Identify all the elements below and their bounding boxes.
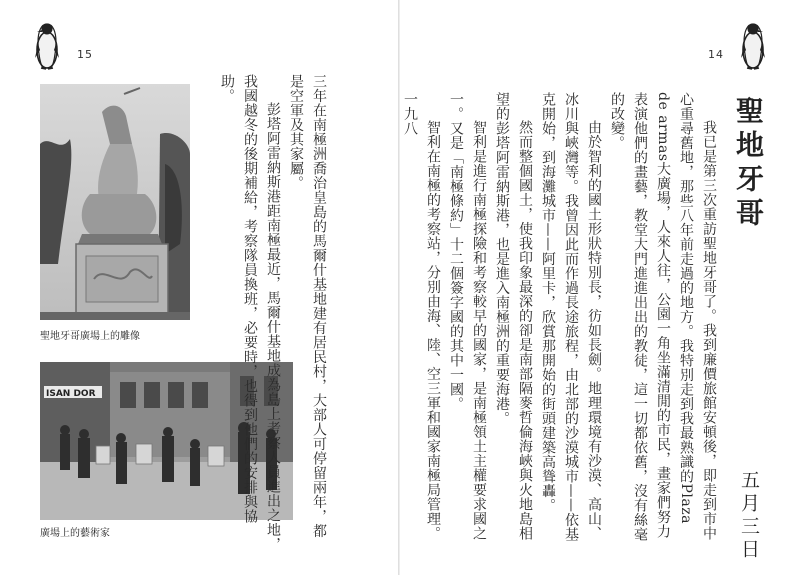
penguin-icon: [34, 20, 60, 70]
right-paragraph-5: 智利在南極的考察站，分別由海、陸、空三軍和國家南極局管理。一九八: [402, 92, 441, 541]
right-page: [400, 0, 800, 575]
page-number: 14: [708, 48, 724, 61]
left-paragraph-1: 三年在南極洲喬治皇島的馬爾什基地建有居民村，大部人可停留兩年，都是空軍及其家屬。: [288, 74, 327, 538]
right-paragraph-3: 然而整個國土，使我印象最深的卻是南部隔麥哲倫海峽與火地島相望的彭塔阿雷納斯港，也是進入南極洲的重要海港。: [494, 92, 533, 541]
plaza-photo-caption: 廣場上的藝術家: [40, 528, 110, 539]
right-body-text: [402, 92, 720, 547]
page-number: 15: [77, 48, 93, 61]
chapter-title: 聖地牙哥: [732, 96, 765, 232]
right-paragraph-1: 我已是第三次重訪聖地牙哥了。我到廉價旅館安頓後，即走到市中心重尋舊地，那些八年前走過的地方。我特別走到我最熟識的Plaza de armas大廣場，人來人往，公園一角坐滿清閒的市民，畫家們努力表演他們的畫藝，教堂大門進進出出的教徒，這一切都依舊，沒有絲毫的改變。: [609, 92, 717, 542]
penguin-icon: [740, 20, 766, 70]
statue-photo: [40, 84, 190, 320]
left-body-text: [198, 74, 330, 552]
right-paragraph-4: 智利是進行南極探險和考察較早的國家，是南極領土主權要求國之一。又是「南極條約」十二個簽字國的其中一國。: [448, 92, 487, 541]
left-paragraph-2: 彭塔阿雷納斯港距南極最近，馬爾什基地成為島上考察人員進出之地，我國越冬的後期補給，考察隊員換班，必要時，也得到他們的安排與協助。: [219, 74, 281, 552]
chapter-date: 五月三日: [738, 470, 760, 562]
right-paragraph-2: 由於智利的國土形狀特別長，彷如長劍。地理環境有沙漠、高山、冰川與峽灣等。我曾因此而作過長途旅程，由北部的沙漠城市——依基克開始，到海灘城市——阿里卡，欣賞那開始的街頭建築高聳轟。: [540, 92, 602, 542]
statue-photo-caption: 聖地牙哥廣場上的雕像: [40, 331, 140, 342]
shop-sign-text: ISAN DOR: [46, 389, 96, 399]
